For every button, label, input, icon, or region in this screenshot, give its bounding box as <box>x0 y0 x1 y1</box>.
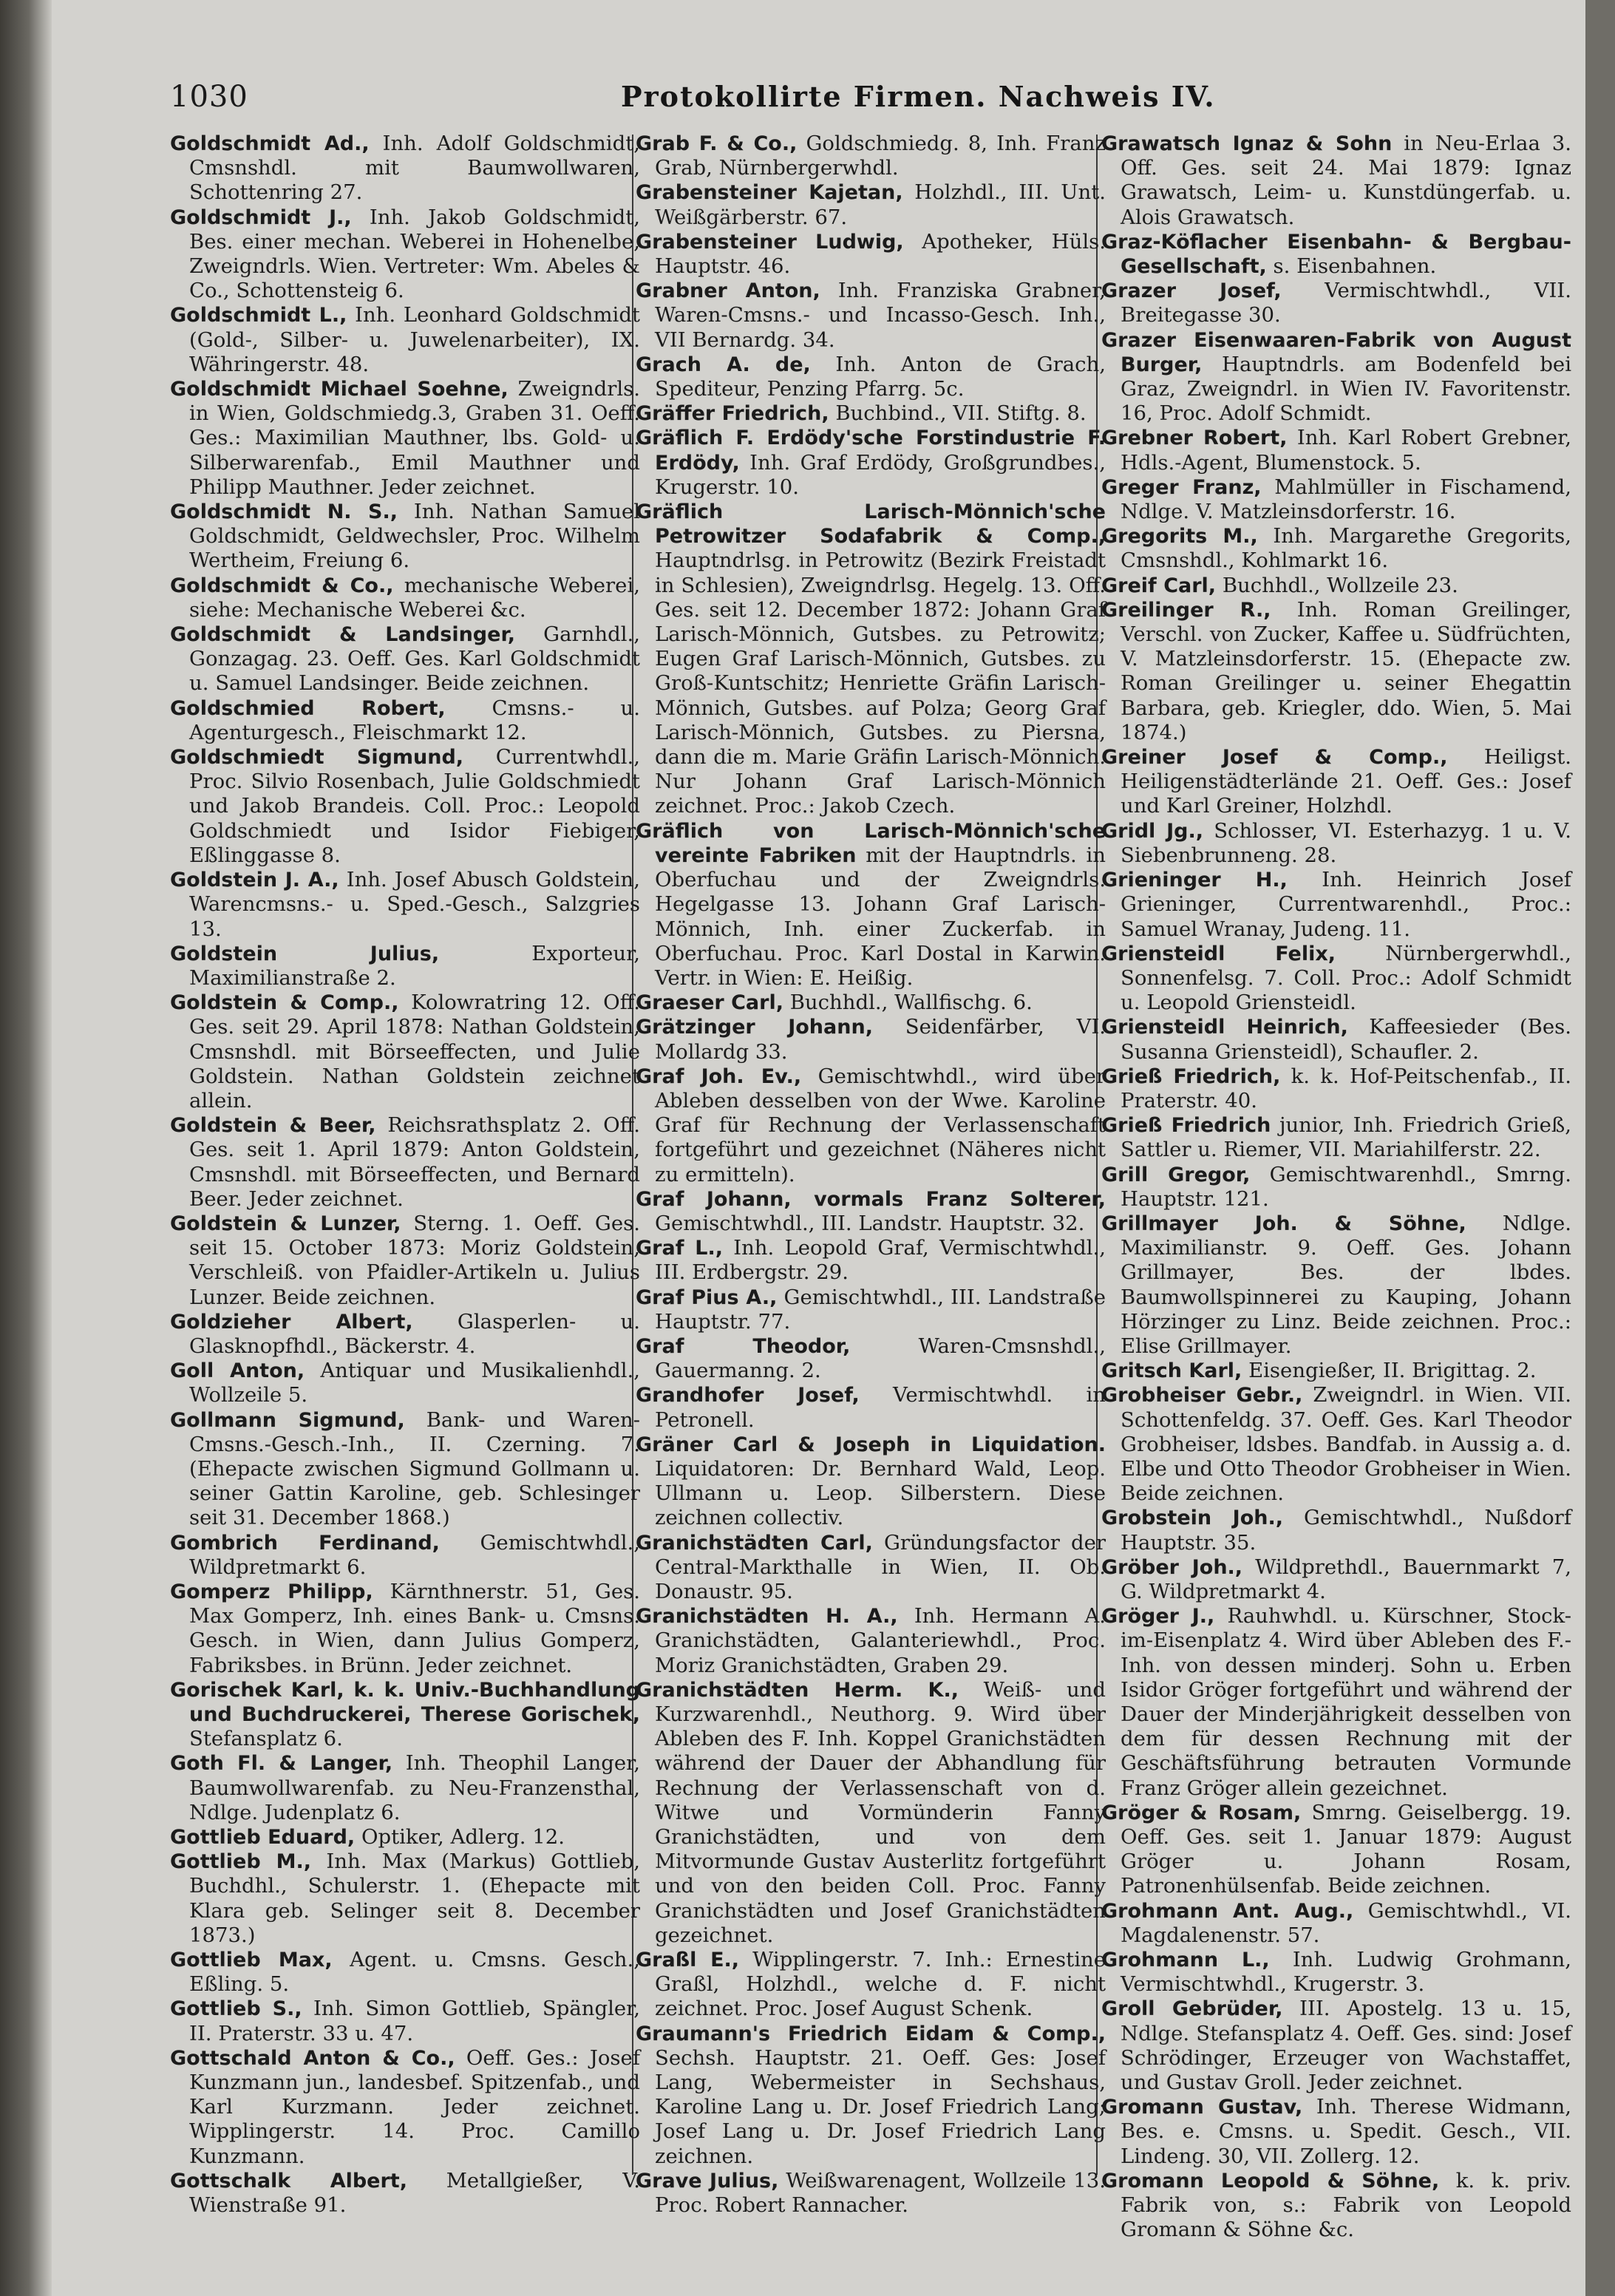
firm-name: Graf Johann, vormals Franz Solterer, <box>636 1187 1106 1211</box>
directory-entry <box>170 1751 640 1825</box>
directory-entry <box>636 401 1106 426</box>
firm-name: Grab F. & Co., <box>636 132 798 155</box>
entry-details: Wipplingerstr. 7. Inh.: Ernestine Graßl, Holzhdl., welche d. F. nicht zeichnet. Proc. Josef August Schenk. <box>655 1948 1106 2021</box>
directory-entry <box>170 2046 640 2169</box>
directory-entry <box>170 942 640 991</box>
directory-entry <box>1101 2095 1571 2169</box>
firm-name: Grätzinger Johann, <box>636 1016 873 1039</box>
firm-name: Gottlieb S., <box>170 1997 302 2021</box>
directory-entry <box>1101 475 1571 524</box>
entry-details: k. k. Hof-Peitschenfab., II. Praterstr. 40. <box>1121 1064 1571 1113</box>
entry-details: Oeff. Ges.: Josef Kunzmann jun., landesbef. Spitzenfab., und Karl Kurzmann. Jeder zeichnet. Wipplingerstr. 14. Proc. Camillo Kunzmann. <box>189 2045 640 2168</box>
directory-entry <box>170 1850 640 1948</box>
firm-name: Gräffer Friedrich, <box>636 402 829 426</box>
entry-details: Inh. Leopold Graf, Vermischtwhdl., III. Erdbergstr. 29. <box>655 1236 1106 1285</box>
entry-details: Bank- und Waren-Cmsns.-Gesch.-Inh., II. Czerning. 7. (Ehepacte zwischen Sigmund Gollmann u. seiner Gattin Karoline, geb. Schlesinger seit 31. December 1868.) <box>189 1407 640 1530</box>
firm-name: Gritsch Karl, <box>1101 1359 1242 1383</box>
entry-details: Weißwarenagent, Wollzeile 13. Proc. Robert Rannacher. <box>655 2168 1106 2218</box>
firm-name: Granichstädten Herm. K., <box>636 1678 959 1702</box>
firm-name: Grohmann L., <box>1101 1949 1270 1972</box>
firm-name: Gröger & Rosam, <box>1101 1801 1302 1824</box>
firm-name: Goldschmidt J., <box>170 206 352 229</box>
firm-name: Griensteidl Felix, <box>1101 942 1336 965</box>
directory-entry <box>170 1310 640 1359</box>
firm-name: Goldstein Julius, <box>170 942 440 965</box>
directory-entry <box>636 279 1106 353</box>
directory-entry <box>1101 942 1571 1016</box>
directory-entry <box>170 1212 640 1310</box>
entry-details: Zweigndrls. in Wien, Goldschmiedg.3, Graben 31. Oeff. Ges.: Maximilian Mauthner, lbs. Gold- u. Silberwarenfab., Emil Mauthner und Philipp Mauthner. Jeder zeichnet. <box>189 377 640 499</box>
directory-entry <box>170 745 640 868</box>
directory-entry <box>636 353 1106 401</box>
directory-entry <box>1101 1163 1571 1212</box>
directory-entry <box>636 2022 1106 2169</box>
running-title: Protokollirte Firmen. Nachweis IV. <box>621 80 1216 113</box>
firm-name: Grabensteiner Kajetan, <box>636 181 903 205</box>
entry-details: Gemischtwhdl., VI. Magdalenenstr. 57. <box>1121 1898 1571 1947</box>
entry-details: Glasperlen- u. Glasknopfhdl., Bäckerstr. 4. <box>189 1309 640 1358</box>
firm-name: Gottlieb Eduard, <box>170 1826 356 1850</box>
directory-entry <box>170 132 640 206</box>
entry-details: Hauptndrls. am Bodenfeld bei Graz, Zweigndrl. in Wien IV. Favoritenstr. 16, Proc. Adolf Schmidt. <box>1121 352 1571 426</box>
entry-details: Seidenfärber, VI. Mollardg 33. <box>655 1015 1106 1064</box>
firm-name: Grobstein Joh., <box>1101 1507 1284 1530</box>
directory-entry <box>636 180 1106 229</box>
firm-name: Goldschmidt & Landsinger, <box>170 623 516 647</box>
firm-name: Goldstein J. A., <box>170 869 339 892</box>
firm-name: Gromann Leopold & Söhne, <box>1101 2169 1440 2193</box>
directory-entry <box>636 819 1106 991</box>
entry-details: Zweigndrl. in Wien. VII. Schottenfeldg. 37. Oeff. Ges. Karl Theodor Grobheiser, ldsbes. Bandfab. in Aussig a. d. Elbe und Otto Theodor Grobheiser in Wien. Beide zeichnen. <box>1121 1383 1571 1506</box>
entry-details: Antiquar und Musikalienhdl., Wollzeile 5. <box>189 1359 640 1407</box>
firm-name: Goldzieher Albert, <box>170 1310 413 1334</box>
directory-entry <box>636 1383 1106 1432</box>
entry-details: Exporteur, Maximilianstraße 2. <box>189 941 640 990</box>
directory-entry <box>1101 819 1571 868</box>
firm-name: Graumann's Friedrich Eidam & Comp., <box>636 2022 1106 2045</box>
entry-details: Gemischtwhdl., wird über Ableben desselben von der Wwe. Karoline Graf für Rechnung der Verlassenschaft fortgeführt und gezeichnet (Näheres nicht zu ermitteln). <box>655 1064 1106 1186</box>
entry-details: Inh. Anton de Grach, Spediteur, Penzing Pfarrg. 5c. <box>655 352 1106 401</box>
directory-entry <box>1101 2169 1571 2243</box>
directory-entry <box>170 1408 640 1531</box>
firm-name: Goldstein & Comp., <box>170 991 399 1015</box>
firm-name: Granichstädten Carl, <box>636 1531 873 1555</box>
entry-details: Vermischtwhdl., VII. Breitegasse 30. <box>1121 279 1572 327</box>
directory-entry <box>1101 1899 1571 1948</box>
firm-name: Greilinger R., <box>1101 598 1271 622</box>
directory-entry <box>1101 1015 1571 1064</box>
firm-name: Goldstein & Lunzer, <box>170 1212 401 1235</box>
directory-entry <box>1101 279 1571 327</box>
entry-details: Inh. Hermann A. Granichstädten, Galanteriewhdl., Proc. Moriz Granichstädten, Graben 29. <box>655 1604 1106 1677</box>
directory-entry <box>1101 745 1571 819</box>
entry-details: Buchhdl., Wollzeile 23. <box>1222 573 1458 597</box>
directory-entry <box>170 1825 640 1850</box>
directory-entry <box>636 132 1106 180</box>
firm-name: Grieß Friedrich, <box>1101 1064 1281 1088</box>
entry-details: junior, Inh. Friedrich Grieß, Sattler u. Riemer, VII. Mariahilferstr. 22. <box>1121 1113 1571 1162</box>
entry-details: Vermischtwhdl. in Petronell. <box>655 1383 1106 1432</box>
entry-details: Wildprethdl., Bauernmarkt 7, G. Wildpretmarkt 4. <box>1121 1555 1571 1603</box>
firm-name: Graz-Köflacher Eisenbahn- & Bergbau-Gesellschaft, <box>1101 230 1571 279</box>
entry-details: Inh. Ludwig Grohmann, Vermischtwhdl., Krugerstr. 3. <box>1121 1948 1571 1997</box>
directory-entry <box>1101 598 1571 745</box>
entry-details: Waren-Cmsnshdl., Gauermanng. 2. <box>655 1334 1106 1383</box>
entry-details: Inh. Therese Widmann, Bes. e. Cmsns. u. Spedit. Gesch., VII. Lindeng. 30, VII. Zollerg. 12. <box>1121 2095 1571 2168</box>
firm-name: Graf Joh. Ev., <box>636 1064 802 1088</box>
firm-name: Greiner Josef & Comp., <box>1101 746 1448 770</box>
directory-entry <box>1101 132 1571 230</box>
directory-entry <box>1101 1604 1571 1801</box>
firm-name: Graf Theodor, <box>636 1334 851 1358</box>
firm-name: Gräflich von Larisch-Mönnich'sche vereinte Fabriken <box>636 819 1106 867</box>
firm-name: Gollmann Sigmund, <box>170 1408 405 1432</box>
directory-entry <box>170 1580 640 1678</box>
entry-details: Currentwhdl., Proc. Silvio Rosenbach, Julie Goldschmiedt und Jakob Brandeis. Coll. Proc.: Leopold Goldschmiedt und Isidor Fiebiger, Eßlinggasse 8. <box>189 745 640 867</box>
directory-entry <box>170 1948 640 1997</box>
directory-entry <box>170 303 640 377</box>
entry-details: k. k. priv. Fabrik von, s.: Fabrik von Leopold Gromann & Söhne &c. <box>1121 2168 1571 2242</box>
entry-details: Inh. Theophil Langer, Baumwollwarenfab. zu Neu-Franzensthal, Ndlge. Judenplatz 6. <box>189 1751 640 1824</box>
entry-details: Garnhdl., Gonzagag. 23. Oeff. Ges. Karl Goldschmidt u. Samuel Landsinger. Beide zeichnen. <box>189 622 640 696</box>
directory-entry <box>1101 426 1571 475</box>
firm-name: Gromann Gustav, <box>1101 2096 1303 2119</box>
firm-name: Gottschald Anton & Co., <box>170 2046 455 2070</box>
entry-details: Holzhdl., III. Unt. Weißgärberstr. 67. <box>655 180 1106 229</box>
firm-name: Gräflich Larisch-Mönnich'sche Petrowitzer Sodafabrik & Comp., <box>636 500 1106 548</box>
entry-details: Hauptndrlsg. in Petrowitz (Bezirk Freistadt in Schlesien), Zweigndrlsg. Hegelg. 13. Off. Ges. seit 12. December 1872: Johann Graf Larisch-Mönnich, Gutsbes. zu Petrowitz; Eugen Graf Larisch-Mönnich, Gutsbes. zu Groß-Kuntschitz; Henriette Gräfin Larisch-Mönnich, Gutsbes. auf Polza; Georg Graf Larisch-Mönnich, Gutsbes. zu Piersna, dann die m. Marie Gräfin Larisch-Mönnich. Nur Johann Graf Larisch-Mönnich zeichnet. Proc.: Jakob Czech. <box>655 548 1106 818</box>
firm-name: Grazer Eisenwaaren-Fabrik von August Burger, <box>1101 328 1571 376</box>
directory-entry <box>170 574 640 622</box>
entry-details: III. Apostelg. 13 u. 15, Ndlge. Stefansplatz 4. Oeff. Ges. sind: Josef Schrödinger, Erzeuger von Wachstaffet, und Gustav Groll. Jeder zeichnet. <box>1121 1997 1571 2095</box>
directory-entry <box>1101 1359 1571 1383</box>
firm-name: Goll Anton, <box>170 1359 305 1383</box>
firm-name: Gregorits M., <box>1101 525 1258 548</box>
entry-details: Inh. Karl Robert Grebner, Hdls.-Agent, Blumenstock. 5. <box>1121 426 1572 475</box>
firm-name: Goldschmiedt Sigmund, <box>170 746 464 770</box>
firm-name: Goldschmidt L., <box>170 304 347 327</box>
directory-entry <box>636 1531 1106 1605</box>
firm-name: Grohmann Ant. Aug., <box>1101 1899 1354 1923</box>
entry-details: Liquidatoren: Dr. Bernhard Wald, Leop. Ullmann u. Leop. Silberstern. Diese zeichnen collectiv. <box>655 1456 1106 1530</box>
column-1 <box>170 132 640 2218</box>
directory-entry <box>1101 328 1571 427</box>
directory-entry <box>636 230 1106 279</box>
directory-entry <box>636 1187 1106 1236</box>
entry-details: Ndlge. Maximilianstr. 9. Oeff. Ges. Johann Grillmayer, Bes. der lbdes. Baumwollspinnerei zu Kauping, Johann Hörzinger zu Linz. Beide zeichnen. Proc.: Elise Grillmayer. <box>1121 1211 1571 1358</box>
directory-entry <box>170 2169 640 2218</box>
directory-entry <box>636 1678 1106 1948</box>
directory-entry <box>170 991 640 1113</box>
entry-details: Gründungsfactor der Central-Markthalle in Wien, II. Ob. Donaustr. 95. <box>655 1530 1106 1603</box>
entry-details: Inh. Franziska Grabner, Waren-Cmsns.- und Incasso-Gesch. Inh., VII Bernardg. 34. <box>655 279 1106 352</box>
firm-name: Goldstein & Beer, <box>170 1114 376 1138</box>
firm-name: Graf L., <box>636 1237 724 1260</box>
firm-name: Goldschmied Robert, <box>170 696 446 720</box>
directory-entry <box>1101 1997 1571 2095</box>
entry-details: Smrng. Geiselbergg. 19. Oeff. Ges. seit 1. Januar 1879: August Gröger u. Johann Rosam, Patronenhülsenfab. Beide zeichnen. <box>1121 1800 1571 1898</box>
entry-details: Inh. Roman Greilinger, Verschl. von Zucker, Kaffee u. Südfrüchten, V. Matzleinsdorferstr. 15. (Ehepacte zw. Roman Greilinger u. seiner Ehegattin Barbara, geb. Kriegler, ddo. Wien, 5. Mai 1874.) <box>1121 597 1571 744</box>
directory-entry <box>170 1359 640 1407</box>
entry-details: Inh. Heinrich Josef Grieninger, Currentwarenhdl., Proc.: Samuel Wranay, Judeng. 11. <box>1121 868 1571 941</box>
directory-entry <box>636 426 1106 500</box>
firm-name: Gottlieb M., <box>170 1850 312 1874</box>
directory-entry <box>1101 230 1571 279</box>
firm-name: Griensteidl Heinrich, <box>1101 1016 1348 1039</box>
directory-entry <box>636 500 1106 819</box>
directory-entry <box>170 206 640 304</box>
directory-entry <box>170 1997 640 2045</box>
directory-entry <box>170 622 640 696</box>
firm-name: Grawatsch Ignaz & Sohn <box>1101 132 1393 155</box>
firm-name: Grandhofer Josef, <box>636 1384 860 1407</box>
directory-entry <box>636 1433 1106 1531</box>
entry-details: Inh. Simon Gottlieb, Spängler, II. Praterstr. 33 u. 47. <box>189 1997 640 2045</box>
entry-details: Sechsh. Hauptstr. 21. Oeff. Ges: Josef Lang, Webermeister in Sechshaus, Karoline Lang u. Dr. Josef Friedrich Lang; Josef Lang u. Dr. Josef Friedrich Lang zeichnen. <box>655 2045 1106 2168</box>
entry-details: Inh. Leonhard Goldschmidt (Gold-, Silber- u. Juwelenarbeiter), IX. Währingerstr. 48. <box>189 303 640 376</box>
firm-name: Gottschalk Albert, <box>170 2169 407 2193</box>
firm-name: Grabensteiner Ludwig, <box>636 230 904 254</box>
firm-name: Grobheiser Gebr., <box>1101 1384 1303 1407</box>
directory-entry <box>636 1604 1106 1678</box>
firm-name: Grill Gregor, <box>1101 1163 1251 1186</box>
firm-name: Goldschmidt N. S., <box>170 500 398 524</box>
firm-name: Granichstädten H. A., <box>636 1605 898 1628</box>
directory-entry <box>636 1334 1106 1383</box>
entry-details: Stefansplatz 6. <box>189 1727 343 1751</box>
directory-entry <box>1101 1801 1571 1899</box>
directory-page <box>52 0 1585 2296</box>
entry-details: Sterng. 1. Oeff. Ges. seit 15. October 1873: Moriz Goldstein, Verschleiß. von Pfaidler-Artikeln u. Julius Lunzer. Beide zeichnen. <box>189 1211 641 1309</box>
firm-name: Graßl E., <box>636 1949 740 1972</box>
firm-name: Gorischek Karl, k. k. Univ.-Buchhandlung und Buchdruckerei, Therese Gorischek, <box>170 1678 640 1726</box>
firm-name: Grabner Anton, <box>636 279 820 303</box>
column-2 <box>636 132 1106 2218</box>
entry-details: Inh. Max (Markus) Gottlieb, Buchdhl., Schulerstr. 1. (Ehepacte mit Klara geb. Selinger seit 8. December 1873.) <box>189 1850 640 1947</box>
firm-name: Gräflich F. Erdödy'sche Forstindustrie F. Erdödy, <box>636 427 1106 475</box>
entry-details: Buchhdl., Wallfischg. 6. <box>789 991 1033 1015</box>
entry-details: Eisengießer, II. Brigittag. 2. <box>1248 1359 1537 1383</box>
directory-entry <box>636 2169 1106 2218</box>
directory-entry <box>170 1678 640 1752</box>
directory-entry <box>1101 1506 1571 1555</box>
directory-entry <box>1101 1383 1571 1506</box>
entry-details: Weiß- und Kurzwarenhdl., Neuthorg. 9. Wird über Ableben des F. Inh. Koppel Granichstädten während der Dauer der Abhandlung für Rechnung der Verlassenschaft von d. Witwe und Vormünderin Fanny Granichstädten, und von dem Mitvormunde Gustav Austerlitz fortgeführt und von den beiden Coll. Proc. Fanny Granichstädten und Josef Granichstädten gezeichnet. <box>655 1677 1106 1947</box>
entry-details: Buchbind., VII. Stiftg. 8. <box>835 401 1087 426</box>
firm-name: Grave Julius, <box>636 2169 779 2193</box>
firm-name: Gottlieb Max, <box>170 1949 333 1972</box>
firm-name: Greif Carl, <box>1101 574 1217 597</box>
entry-details: Goldschmiedg. 8, Inh. Franz Grab, Nürnbergerwhdl. <box>655 132 1106 180</box>
firm-name: Grach A. de, <box>636 353 811 376</box>
directory-entry <box>1101 1212 1571 1359</box>
firm-name: Grebner Robert, <box>1101 427 1288 450</box>
entry-details: Inh. Nathan Samuel Goldschmidt, Geldwechsler, Proc. Wilhelm Wertheim, Freiung 6. <box>189 500 640 573</box>
firm-name: Groll Gebrüder, <box>1101 1997 1283 2021</box>
firm-name: Grazer Josef, <box>1101 279 1282 303</box>
entry-details: Inh. Josef Abusch Goldstein, Warencmsns.- u. Sped.-Gesch., Salzgries 13. <box>189 868 641 941</box>
directory-entry <box>1101 574 1571 598</box>
directory-entry <box>1101 1555 1571 1604</box>
entry-details: Kaffeesieder (Bes. Susanna Griensteidl), Schaufler. 2. <box>1121 1015 1571 1064</box>
entry-details: Kärnthnerstr. 51, Ges. Max Gomperz, Inh. eines Bank- u. Cmsns. Gesch. in Wien, dann Julius Gomperz, Fabriksbes. in Brünn. Jeder zeichnet. <box>189 1579 640 1677</box>
firm-name: Gombrich Ferdinand, <box>170 1531 440 1555</box>
firm-name: Gröber Joh., <box>1101 1555 1243 1579</box>
firm-name: Goldschmidt Michael Soehne, <box>170 378 509 401</box>
entry-details: Inh. Graf Erdödy, Großgrundbes., Krugerstr. 10. <box>655 450 1106 499</box>
firm-name: Grillmayer Joh. & Söhne, <box>1101 1212 1466 1235</box>
entry-details: Agent. u. Cmsns. Gesch., Eßling. 5. <box>189 1948 640 1997</box>
entry-details: in Neu-Erlaa 3. Off. Ges. seit 24. Mai 1879: Ignaz Grawatsch, Leim- u. Kunstdüngerfab. u. Alois Grawatsch. <box>1121 132 1572 229</box>
entry-details: Schlosser, VI. Esterhazyg. 1 u. V. Siebenbrunneng. 28. <box>1121 818 1572 867</box>
directory-entry <box>170 1531 640 1580</box>
entry-details: Cmsns.- u. Agenturgesch., Fleischmarkt 12. <box>189 696 640 744</box>
directory-entry <box>170 696 640 745</box>
entry-details: Gemischtwhdl., Wildpretmarkt 6. <box>189 1530 640 1579</box>
entry-details: Metallgießer, V. Wienstraße 91. <box>189 2168 640 2218</box>
directory-entry <box>636 1285 1106 1334</box>
entry-details: Inh. Adolf Goldschmidt, Cmsnshdl. mit Baumwollwaren, Schottenring 27. <box>189 132 640 205</box>
entry-details: Gemischtwarenhdl., Smrng. Hauptstr. 121. <box>1121 1162 1571 1211</box>
directory-entry <box>636 1236 1106 1285</box>
column-3 <box>1101 132 1571 2242</box>
entry-details: Gemischtwhdl., III. Landstraße Hauptstr. 77. <box>655 1285 1106 1334</box>
firm-name: Gomperz Philipp, <box>170 1580 373 1603</box>
entry-details: Rauhwhdl. u. Kürschner, Stock-im-Eisenplatz 4. Wird über Ableben des F.-Inh. von dessen minderj. Sohn u. Erben Isidor Gröger fortgeführt und während der Dauer der Minderjährigkeit desselben von dem für dessen Rechnung mit der Geschäftsführung betrauten Vormunde Franz Gröger allein gezeichnet. <box>1121 1604 1571 1800</box>
firm-name: Goth Fl. & Langer, <box>170 1752 393 1776</box>
entry-details: s. Eisenbahnen. <box>1273 254 1437 279</box>
firm-name: Grieninger H., <box>1101 869 1288 892</box>
firm-name: Gröger J., <box>1101 1605 1215 1628</box>
directory-entry <box>170 500 640 574</box>
directory-entry <box>1101 1948 1571 1997</box>
entry-details: mit der Hauptndrls. in Oberfuchau und der Zweigndrls. Hegelgasse 13. Johann Graf Larisch-Mönnich, Inh. einer Zuckerfab. in Oberfuchau. Proc. Karl Dostal in Karwin. Vertr. in Wien: E. Heißig. <box>655 843 1106 990</box>
directory-entry <box>1101 1064 1571 1113</box>
directory-entry <box>636 1015 1106 1064</box>
entry-details: Reichsrathsplatz 2. Off. Ges. seit 1. April 1879: Anton Goldstein, Cmsnshdl. mit Börseeffecten, und Bernard Beer. Jeder zeichnet. <box>189 1113 640 1211</box>
firm-name: Grieß Friedrich <box>1101 1114 1271 1138</box>
directory-entry <box>170 1113 640 1212</box>
directory-entry <box>1101 868 1571 942</box>
firm-name: Graf Pius A., <box>636 1285 778 1309</box>
directory-entry <box>636 991 1106 1015</box>
page-number: 1030 <box>170 80 248 114</box>
entry-details: Gemischtwhdl., III. Landstr. Hauptstr. 32. <box>655 1211 1085 1235</box>
firm-name: Gridl Jg., <box>1101 819 1204 843</box>
entry-details: Kolowratring 12. Off. Ges. seit 29. April 1878: Nathan Goldstein, Cmsnshdl. mit Börseeffecten, und Julie Goldstein. Nathan Goldstein zeichnet allein. <box>189 991 640 1113</box>
directory-entry <box>1101 1113 1571 1162</box>
firm-name: Greger Franz, <box>1101 475 1262 499</box>
firm-name: Goldschmidt Ad., <box>170 132 370 155</box>
entry-details: Heiligst. Heiligenstädterlände 21. Oeff. Ges.: Josef und Karl Greiner, Holzhdl. <box>1121 745 1571 818</box>
firm-name: Gräner Carl & Joseph in Liquidation. <box>636 1433 1106 1456</box>
firm-name: Goldschmidt & Co., <box>170 574 394 597</box>
entry-details: Apotheker, Hüls. Hauptstr. 46. <box>655 229 1106 279</box>
entry-details: Optiker, Adlerg. 12. <box>361 1825 565 1850</box>
entry-details: Gemischtwhdl., Nußdorf Hauptstr. 35. <box>1121 1506 1572 1555</box>
directory-entry <box>636 1948 1106 2022</box>
entry-details: Nürnbergerwhdl., Sonnenfelsg. 7. Coll. Proc.: Adolf Schmidt u. Leopold Griensteidl. <box>1121 941 1571 1015</box>
book-spine-edge <box>0 0 52 2296</box>
directory-entry <box>170 868 640 942</box>
entry-details: Inh. Margarethe Gregorits, Cmsnshdl., Kohlmarkt 16. <box>1121 524 1571 573</box>
directory-entry <box>170 377 640 500</box>
directory-entry <box>636 1064 1106 1187</box>
directory-entry <box>1101 524 1571 573</box>
firm-name: Graeser Carl, <box>636 991 783 1015</box>
entry-details: mechanische Weberei, siehe: Mechanische Weberei &c. <box>189 573 640 622</box>
entry-details: Mahlmüller in Fischamend, Ndlge. V. Matzleinsdorferstr. 16. <box>1121 475 1571 524</box>
entry-details: Inh. Jakob Goldschmidt, Bes. einer mechan. Weberei in Hohenelbe, Zweigndrls. Wien. Vertreter: Wm. Abeles & Co., Schottensteig 6. <box>189 205 640 303</box>
